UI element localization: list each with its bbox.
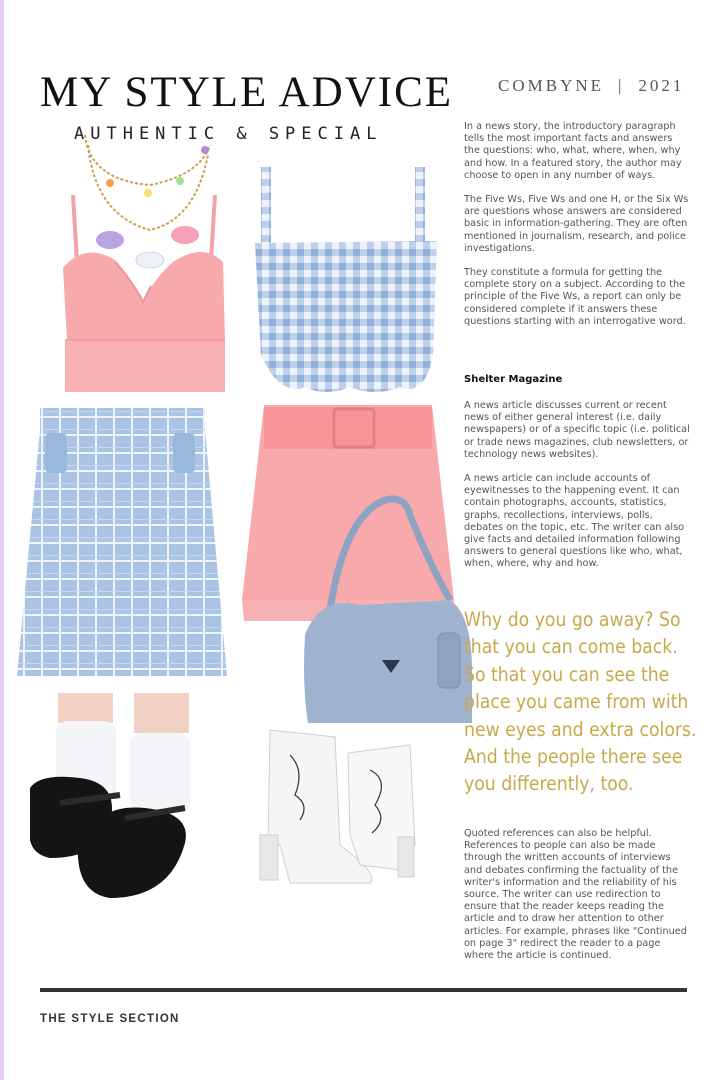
white-ankle-boots[interactable] <box>250 725 420 885</box>
magazine-heading: Shelter Magazine <box>464 374 563 385</box>
blue-plaid-skirt[interactable] <box>15 408 230 678</box>
top-icon <box>255 165 440 395</box>
article-paragraph: A news article discusses current or recent news of either general interest (i.e. daily newspapers) or of a specific topic (i.e. political or trade news magazines, club newsletters, or technology news websites). <box>464 400 690 460</box>
page-edge-decoration <box>0 0 4 1080</box>
article-column-mid <box>464 400 690 571</box>
page-subtitle: AUTHENTIC & SPECIAL <box>74 124 383 144</box>
brand-separator: | <box>618 76 625 95</box>
article-paragraph: The Five Ws, Five Ws and one H, or the Six Ws are questions whose answers are considered basic in information-gathering. They are often mentioned in journalism, research, and police investigations. <box>464 194 689 254</box>
article-paragraph: Quoted references can also be helpful. References to people can also be made through the written accounts of interviews and debates confirming the factuality of the writer's information and the reliability of his source. The writer can use redirection to ensure that the reader keeps reading the article and to draw her attention to other articles. For example, phrases like "Continued on page 3" redirect the reader to a page where the article is continued. <box>464 828 687 962</box>
bag-icon <box>300 495 475 730</box>
blue-shoulder-bag[interactable] <box>300 495 475 730</box>
page-title: MY STYLE ADVICE <box>40 69 454 116</box>
necklace-icon <box>70 125 220 275</box>
article-paragraph: In a news story, the introductory paragraph tells the most important facts and answers the questions: who, what, where, when, why and how. In a featured story, the author may choose to open in any number of ways. <box>464 121 682 181</box>
article-column-top <box>464 121 690 328</box>
skirt-icon <box>15 408 230 678</box>
shoe-icon <box>30 693 190 903</box>
article-column-bottom <box>464 828 690 962</box>
article-paragraph: A news article can include accounts of eyewitnesses to the happening event. It can contain photographs, accounts, statistics, graphs, recollections, interviews, polls, debates on the topic, etc. The writer can also give facts and detailed information following answers to general questions like who, what, when, where, why and how. <box>464 473 685 570</box>
brand-name: COMBYNE <box>498 76 605 95</box>
footer-divider <box>40 988 687 992</box>
boot-icon <box>250 725 420 885</box>
footer-label: THE STYLE SECTION <box>40 1013 180 1025</box>
brand-year: 2021 <box>638 76 685 95</box>
article-paragraph: They constitute a formula for getting the complete story on a subject. According to the principle of the Five Ws, a report can only be considered complete if it answers these questions starting with an interrogative word. <box>464 267 686 327</box>
pull-quote: Why do you go away? So that you can come back. So that you can see the place you came from with new eyes and extra colors. And the people there see you differently, too. <box>464 608 697 796</box>
charm-necklace[interactable] <box>70 125 220 275</box>
mary-jane-shoes[interactable] <box>30 693 190 903</box>
brand-line <box>498 76 684 96</box>
gingham-crop-top[interactable] <box>255 165 440 395</box>
